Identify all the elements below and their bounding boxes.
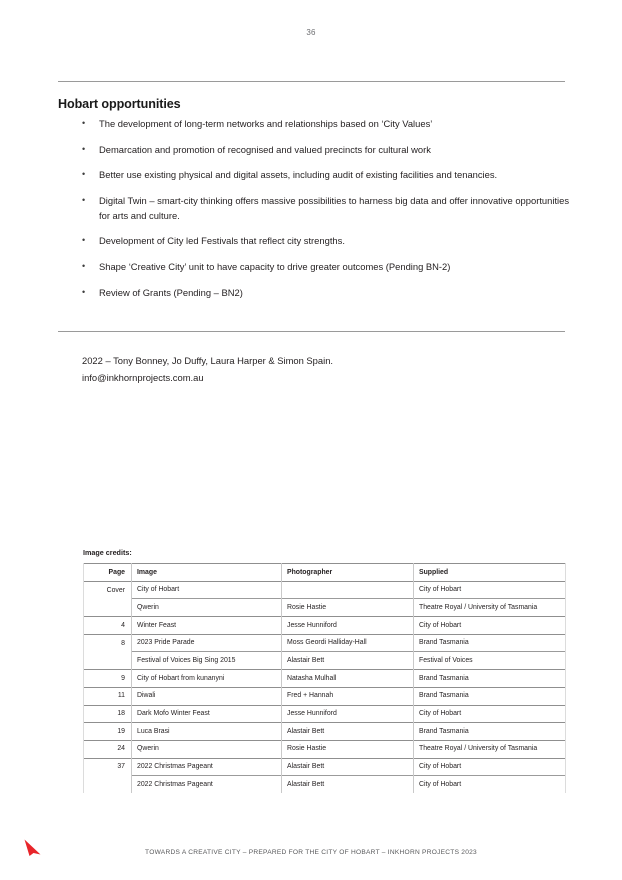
cell-photographer: Alastair Bett xyxy=(282,723,414,741)
table-row xyxy=(84,740,566,758)
list-item-text: The development of long-term networks and relationships based on ‘City Values’ xyxy=(99,118,433,129)
page-title: Hobart opportunities xyxy=(58,97,181,112)
table-header-row xyxy=(84,564,566,582)
table-row xyxy=(84,581,566,599)
cell-page: 4 xyxy=(84,617,132,635)
cell-image: Festival of Voices Big Sing 2015 xyxy=(132,652,282,670)
list-item-text: Better use existing physical and digital assets, including audit of existing facilities and tenancies. xyxy=(99,169,498,181)
page-number: 36 xyxy=(306,28,316,37)
cell-page: Cover xyxy=(84,581,132,599)
cell-supplied: Brand Tasmania xyxy=(414,687,566,705)
cell-supplied: Festival of Voices xyxy=(414,652,566,670)
colophon-authors: 2022 – Tony Bonney, Jo Duffy, Laura Harper & Simon Spain. xyxy=(82,355,334,366)
bullet-point-icon: • xyxy=(82,143,86,154)
cell-photographer: Alastair Bett xyxy=(282,776,414,793)
cell-supplied: Brand Tasmania xyxy=(414,723,566,741)
list-item-text: Demarcation and promotion of recognised and valued precincts for cultural work xyxy=(99,143,431,155)
cell-photographer: Rosie Hastie xyxy=(282,599,414,617)
cell-image: Luca Brasi xyxy=(132,723,282,741)
cell-supplied: City of Hobart xyxy=(414,758,566,776)
list-item-text: Development of City led Festivals that reflect city strengths. xyxy=(99,235,345,247)
list-item-text: Digital Twin – smart-city thinking offers massive possibilities to harness big data and offer innovative opportunities for arts and culture. xyxy=(99,194,570,221)
cell-image: City of Hobart xyxy=(132,581,282,599)
cell-photographer: Alastair Bett xyxy=(282,758,414,776)
table-row xyxy=(84,617,566,635)
bullet-point-icon: • xyxy=(82,235,86,246)
cell-photographer: Fred + Hannah xyxy=(282,687,414,705)
cell-supplied: City of Hobart xyxy=(414,705,566,723)
opportunities-list xyxy=(80,116,575,310)
cell-supplied: City of Hobart xyxy=(414,581,566,599)
bullet-point-icon: • xyxy=(82,260,86,271)
cell-supplied: City of Hobart xyxy=(414,617,566,635)
list-item xyxy=(80,116,575,131)
cell-image: 2022 Christmas Pageant xyxy=(132,776,282,793)
list-item xyxy=(80,285,575,300)
cell-page xyxy=(84,652,132,670)
cell-image: Qwerin xyxy=(132,740,282,758)
list-item xyxy=(80,193,575,223)
list-item xyxy=(80,259,575,274)
cell-image: City of Hobart from kunanyni xyxy=(132,670,282,688)
column-header-page: Page xyxy=(84,564,132,582)
cell-page: 18 xyxy=(84,705,132,723)
cell-page: 8 xyxy=(84,634,132,652)
colophon-email: info@inkhornprojects.com.au xyxy=(82,372,204,383)
table-body xyxy=(84,581,566,793)
table-row xyxy=(84,758,566,776)
cell-page xyxy=(84,776,132,793)
cell-page: 19 xyxy=(84,723,132,741)
table-row xyxy=(84,723,566,741)
cell-photographer: Jesse Hunniford xyxy=(282,705,414,723)
cell-supplied: City of Hobart xyxy=(414,776,566,793)
list-item-text: Shape ‘Creative City’ unit to have capacity to drive greater outcomes (Pending BN-2) xyxy=(99,260,451,272)
cell-page: 24 xyxy=(84,740,132,758)
table-row xyxy=(84,705,566,723)
cell-page: 9 xyxy=(84,670,132,688)
table-row xyxy=(84,652,566,670)
table-row xyxy=(84,599,566,617)
cell-image: Winter Feast xyxy=(132,617,282,635)
cell-supplied: Brand Tasmania xyxy=(414,670,566,688)
cell-supplied: Theatre Royal / University of Tasmania xyxy=(414,740,566,758)
footer-caption: TOWARDS A CREATIVE CITY – PREPARED FOR THE CITY OF HOBART – INKHORN PROJECTS 2023 xyxy=(145,849,477,856)
cell-photographer xyxy=(282,581,414,599)
bullet-point-icon: • xyxy=(82,118,86,128)
cell-image: Dark Mofo Winter Feast xyxy=(132,705,282,723)
cell-image: Qwerin xyxy=(132,599,282,617)
cell-image: 2023 Pride Parade xyxy=(132,634,282,652)
cell-image: Diwali xyxy=(132,687,282,705)
cell-page: 37 xyxy=(84,758,132,776)
list-item xyxy=(80,167,575,182)
cell-supplied: Brand Tasmania xyxy=(414,634,566,652)
list-item xyxy=(80,142,575,157)
table-row xyxy=(84,670,566,688)
cell-photographer: Alastair Bett xyxy=(282,652,414,670)
table-head xyxy=(84,564,566,582)
heading-divider-rule xyxy=(58,81,565,82)
bullet-point-icon: • xyxy=(82,286,86,297)
column-header-photographer: Photographer xyxy=(282,564,414,582)
cell-page: 11 xyxy=(84,687,132,705)
column-header-image: Image xyxy=(132,564,282,582)
cell-photographer: Jesse Hunniford xyxy=(282,617,414,635)
list-item xyxy=(80,233,575,248)
bullet-point-icon: • xyxy=(82,169,86,180)
table-row xyxy=(84,634,566,652)
cell-page xyxy=(84,599,132,617)
colophon-block xyxy=(82,352,333,386)
colophon-divider-rule xyxy=(58,331,565,332)
table-row xyxy=(84,687,566,705)
cell-image: 2022 Christmas Pageant xyxy=(132,758,282,776)
image-credits-label: Image credits: xyxy=(83,548,132,557)
cell-supplied: Theatre Royal / University of Tasmania xyxy=(414,599,566,617)
cell-photographer: Moss Geordi Halliday-Hall xyxy=(282,634,414,652)
cell-photographer: Natasha Mulhall xyxy=(282,670,414,688)
table-row xyxy=(84,776,566,793)
column-header-supplied: Supplied xyxy=(414,564,566,582)
bullet-point-icon: • xyxy=(82,194,86,205)
image-credits-table xyxy=(83,563,566,793)
cell-photographer: Rosie Hastie xyxy=(282,740,414,758)
list-item-text: Review of Grants (Pending – BN2) xyxy=(99,286,243,298)
